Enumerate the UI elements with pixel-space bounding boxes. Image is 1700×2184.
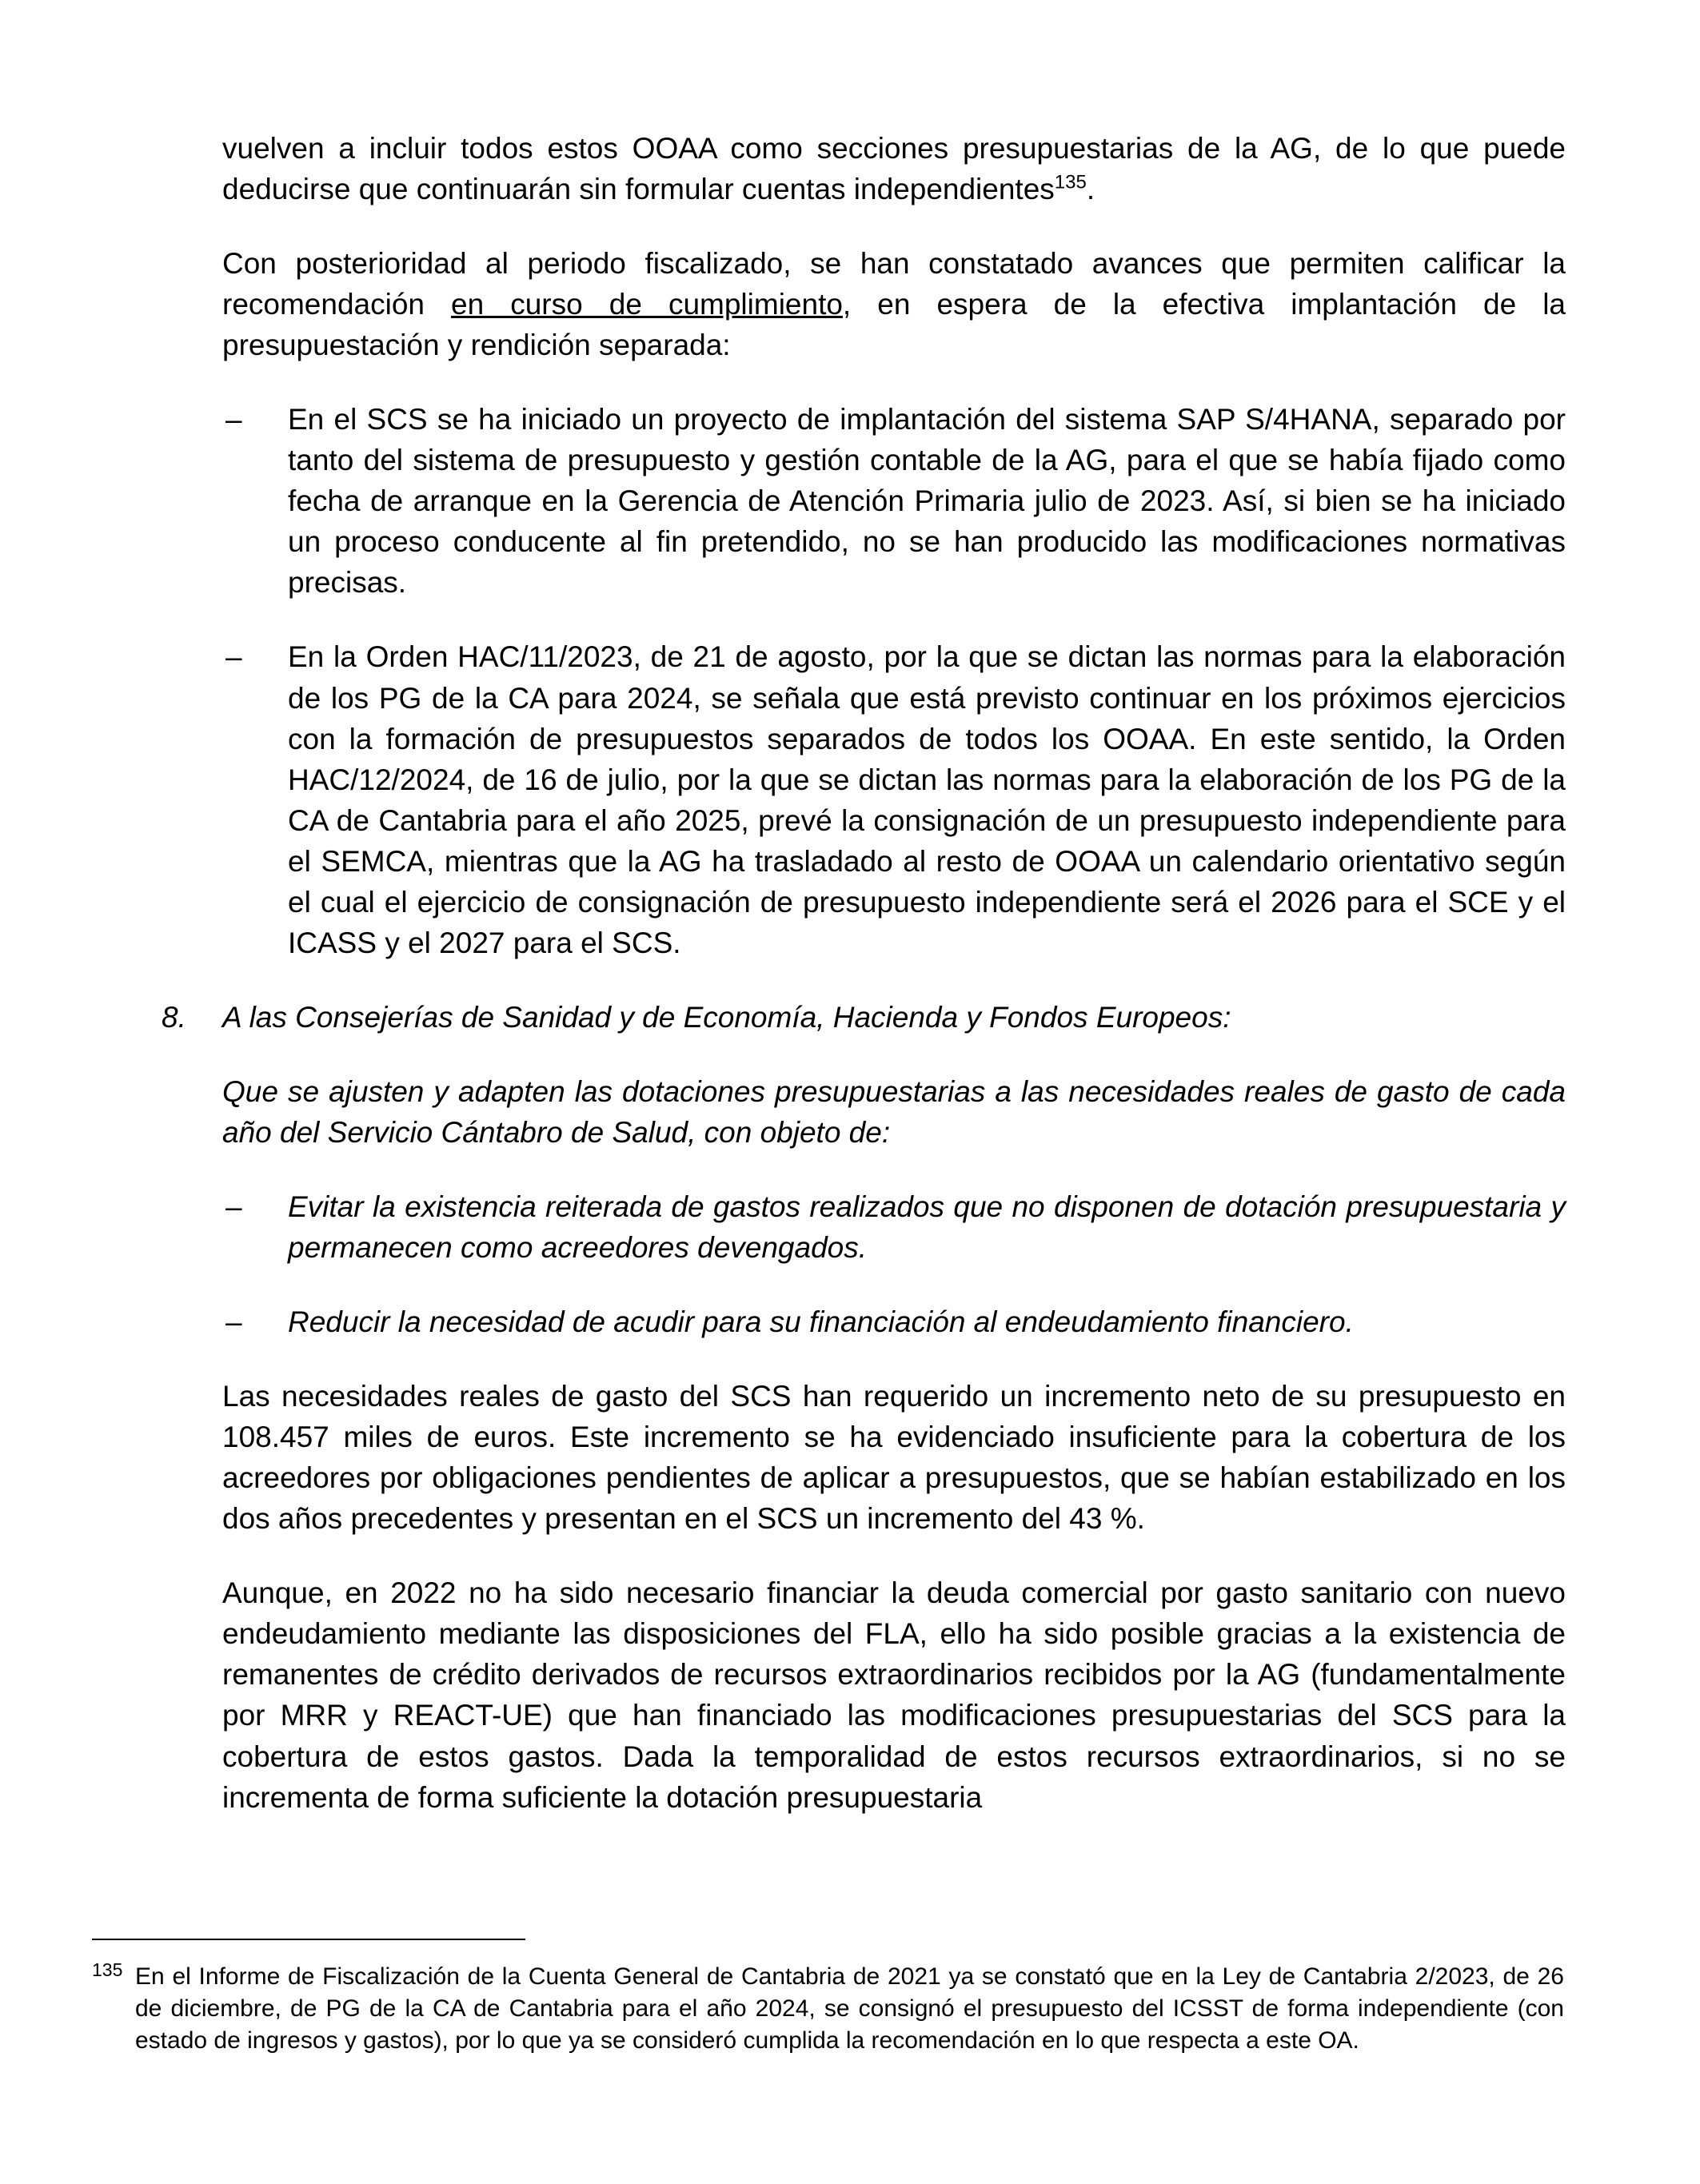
paragraph-text: Con posterioridad al periodo fiscalizado, se han constatado avances que permiten calificar la recomendación xyxy=(222,247,1566,321)
footnote-area xyxy=(92,1939,1564,2058)
paragraph-text: . xyxy=(1086,173,1095,206)
paragraph-fla-2022: Aunque, en 2022 no ha sido necesario financiar la deuda comercial por gasto sanitario con nuevo endeudamiento mediante las disposiciones del FLA, ello ha sido posible gracias a la existencia de remanentes de crédito derivados de recursos extraordinarios recibidos por la AG (fundamentalmente por MRR y REACT-UE) que han financiado las modificaciones presupuestarias del SCS para la cobertura de estos gastos. Dada la temporalidad de estos recursos extraordinarios, si no se incrementa de forma suficiente la dotación presupuestaria xyxy=(222,1576,1566,1814)
bullet-dash: – xyxy=(225,1305,242,1339)
paragraph-text: vuelven a incluir todos estos OOAA como secciones presupuestarias de la AG, de lo que puede deducirse que continuarán sin formular cuentas independientes xyxy=(222,132,1566,206)
paragraph-recommendation-status xyxy=(222,243,1566,365)
recommendation-heading-text: A las Consejerías de Sanidad y de Economía, Hacienda y Fondos Europeos: xyxy=(222,1000,1231,1034)
footnote-separator xyxy=(92,1939,525,1940)
footnote-reference: 135 xyxy=(1054,171,1087,193)
bullet-dash: – xyxy=(225,403,242,436)
paragraph-recommendation-8-text: Que se ajusten y adapten las dotaciones presupuestarias a las necesidades reales de gasto de cada año del Servicio Cántabro de Salud, con objeto de: xyxy=(222,1074,1566,1149)
footnote-135 xyxy=(92,1961,1564,2058)
bullet-orden-hac xyxy=(222,636,1566,962)
bullet-reducir xyxy=(222,1301,1566,1342)
bullet-text: Evitar la existencia reiterada de gastos realizados que no disponen de dotación presupuestaria y permanecen como acreedores devengados. xyxy=(288,1190,1566,1265)
bullet-evitar xyxy=(222,1186,1566,1268)
bullet-text: En el SCS se ha iniciado un proyecto de implantación del sistema SAP S/4HANA, separado por tanto del sistema de presupuesto y gestión contable de la AG, para el que se había fijado como fecha de arranque en la Gerencia de Atención Primaria julio de 2023. Así, si bien se ha iniciado un proceso conducente al fin pretendido, no se han producido las modificaciones normativas precisas. xyxy=(288,403,1566,600)
paragraph-scs-needs: Las necesidades reales de gasto del SCS han requerido un incremento neto de su presupuesto en 108.457 miles de euros. Este incremento se ha evidenciado insuficiente para la cobertura de los acreedores por obligaciones pendientes de aplicar a presupuestos, que se habían estabilizado en los dos años precedentes y presentan en el SCS un incremento del 43 %. xyxy=(222,1380,1566,1536)
bullet-text: En la Orden HAC/11/2023, de 21 de agosto, por la que se dictan las normas para la elaboración de los PG de la CA para 2024, se señala que está previsto continuar en los próximos ejercicios con la formación de presupuestos separados de todos los OOAA. En este sentido, la Orden HAC/12/2024, de 16 de julio, por la que se dictan las normas para la elaboración de los PG de la CA de Cantabria para el año 2025, prevé la consignación de un presupuesto independiente para el SEMCA, mientras que la AG ha trasladado al resto de OOAA un calendario orientativo según el cual el ejercicio de consignación de presupuesto independiente será el 2026 para el SCE y el ICASS y el 2027 para el SCS. xyxy=(288,640,1566,959)
bullet-text: Reducir la necesidad de acudir para su financiación al endeudamiento financiero. xyxy=(288,1305,1354,1339)
bullet-dash: – xyxy=(225,640,242,674)
underlined-text: en curso de cumplimiento xyxy=(451,288,843,321)
paragraph-ooaa-budget xyxy=(222,128,1566,209)
recommendation-8-heading xyxy=(162,997,1566,1038)
footnote-number: 135 xyxy=(92,1959,123,1980)
report-body xyxy=(162,128,1566,1851)
bullet-dash: – xyxy=(225,1190,242,1223)
bullet-scs-sap xyxy=(222,399,1566,603)
footnote-text: En el Informe de Fiscalización de la Cuenta General de Cantabria de 2021 ya se constató que en la Ley de Cantabria 2/2023, de 26 de diciembre, de PG de la CA de Cantabria para el año 2024, se consignó el presupuesto del ICSST de forma independiente (con estado de ingresos y gastos), por lo que ya se consideró cumplida la recomendación en lo que respecta a este OA. xyxy=(135,1963,1564,2054)
paragraph-text: , en espera de la efectiva implantación de la presupuestación y rendición separada: xyxy=(222,288,1566,362)
recommendation-number: 8. xyxy=(162,1000,186,1034)
